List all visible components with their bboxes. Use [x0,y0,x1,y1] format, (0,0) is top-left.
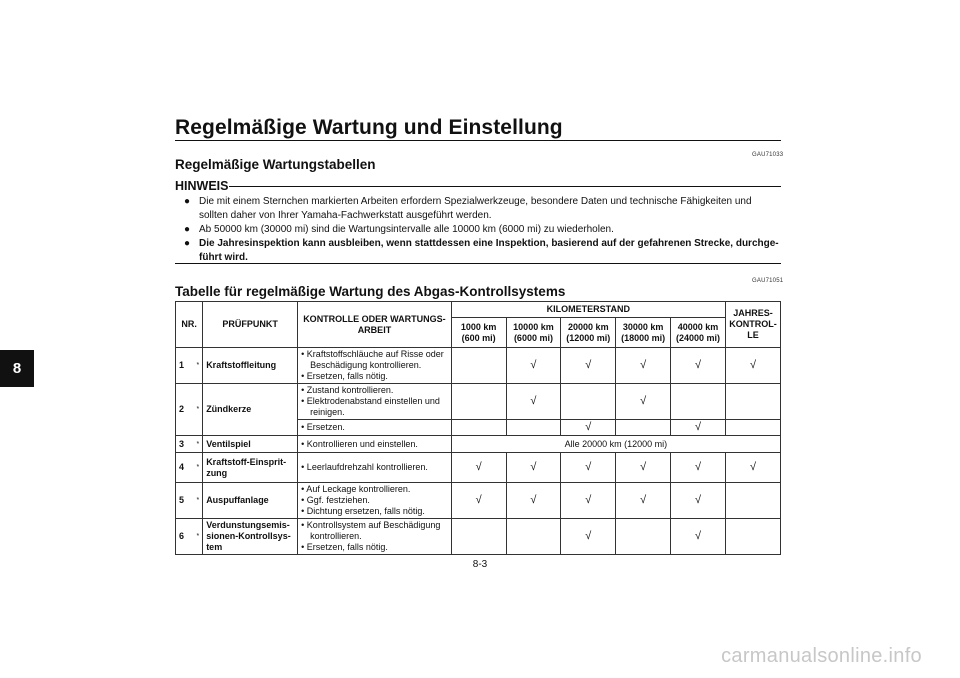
table-row: 5 * Auspuffanlage • Auf Leckage kontrollieren. • Ggf. festziehen. • Dichtung ersetzen, falls nötig. √ √ √ √ √ [176,483,781,519]
table-row: 4 * Kraftstoff-Einsprit-zung • Leerlaufdrehzahl kontrollieren. √ √ √ √ √ √ [176,453,781,483]
bullet-icon: ● [184,238,191,249]
header-pruefpunkt: PRÜFPUNKT [203,302,298,348]
check-mark: √ [616,483,671,519]
check-mark: √ [451,453,506,483]
hinweis-rule [229,186,781,187]
table-row: • Ersetzen. √ √ [176,420,781,436]
check-mark: √ [671,420,726,436]
check-mark: √ [671,519,726,555]
page-header-title: Regelmäßige Wartung und Einstellung [175,116,563,139]
asterisk-mark: * [193,436,202,453]
chapter-tab: 8 [0,350,34,387]
header-km-1000: 1000 km (600 mi) [451,318,506,348]
hinweis-bottom-rule [175,263,781,264]
header-km-10000: 10000 km (6000 mi) [506,318,561,348]
check-mark: √ [616,453,671,483]
header-km-20000: 20000 km (12000 mi) [561,318,616,348]
section-title-maintenance-tables: Regelmäßige Wartungstabellen [175,157,376,172]
maintenance-table [175,301,781,555]
header-jahreskontrolle: JAHRES-KONTROL-LE [725,302,780,348]
header-rule [175,140,781,141]
header-nr: NR. [176,302,203,348]
note-item: ● Die Jahresinspektion kann ausbleiben, wenn stattdessen eine Inspektion, basierend auf der gefahrenen Strecke, durchge- führt wird. [184,238,779,263]
check-mark: √ [561,519,616,555]
check-mark: √ [725,348,780,384]
check-mark: √ [506,453,561,483]
header-kontrolle: KONTROLLE ODER WARTUNGS-ARBEIT [298,302,452,348]
check-mark: √ [506,348,561,384]
check-mark: √ [451,483,506,519]
bullet-icon: ● [184,196,191,207]
check-mark: √ [616,384,671,420]
note-item: ● Die mit einem Sternchen markierten Arbeiten erfordern Spezialwerkzeuge, besondere Daten und technische Fähigkeiten und sollten daher von Ihrer Yamaha-Fachwerkstatt ausgeführt werden. [184,196,752,221]
check-mark: √ [671,483,726,519]
check-mark: √ [561,420,616,436]
check-mark: √ [671,453,726,483]
check-mark: √ [725,453,780,483]
bullet-icon: ● [184,224,191,235]
table-row: 1 * Kraftstoffleitung • Kraftstoffschläuche auf Risse oder Beschädigung kontrollieren. • Ersetzen, falls nötig. √ √ √ √ √ [176,348,781,384]
check-mark: √ [506,384,561,420]
asterisk-mark: * [193,348,202,384]
check-mark: √ [561,453,616,483]
interval-note: Alle 20000 km (12000 mi) [451,436,780,453]
check-mark: √ [561,348,616,384]
table-row: 2 * Zündkerze • Zustand kontrollieren. • Elektrodenabstand einstellen und reinigen. √ √ [176,384,781,420]
table-row: 3 * Ventilspiel • Kontrollieren und einstellen. Alle 20000 km (12000 mi) [176,436,781,453]
header-km-40000: 40000 km (24000 mi) [671,318,726,348]
hinweis-label: HINWEIS [175,179,229,193]
section-code: GAU71051 [752,278,784,284]
check-mark: √ [561,483,616,519]
page-number: 8-3 [472,559,488,570]
header-kilometerstand: KILOMETERSTAND [451,302,725,318]
table-row: 6 * Verdunstungsemis-sionen-Kontrollsys-tem • Kontrollsystem auf Beschädigung kontrollieren. • Ersetzen, falls nötig. √ √ [176,519,781,555]
check-mark: √ [506,483,561,519]
asterisk-mark: * [193,384,202,436]
check-mark: √ [616,348,671,384]
header-km-30000: 30000 km (18000 mi) [616,318,671,348]
asterisk-mark: * [193,483,202,519]
hinweis-notes [182,195,782,265]
note-item: ● Ab 50000 km (30000 mi) sind die Wartungsintervalle alle 10000 km (6000 mi) zu wiederholen. [184,224,614,235]
asterisk-mark: * [193,453,202,483]
check-mark: √ [671,348,726,384]
section-code: GAU71033 [752,152,784,158]
asterisk-mark: * [193,519,202,555]
section-title-emission-table: Tabelle für regelmäßige Wartung des Abgas-Kontrollsystems [175,284,566,299]
watermark: carmanualsonline.info [721,645,922,667]
